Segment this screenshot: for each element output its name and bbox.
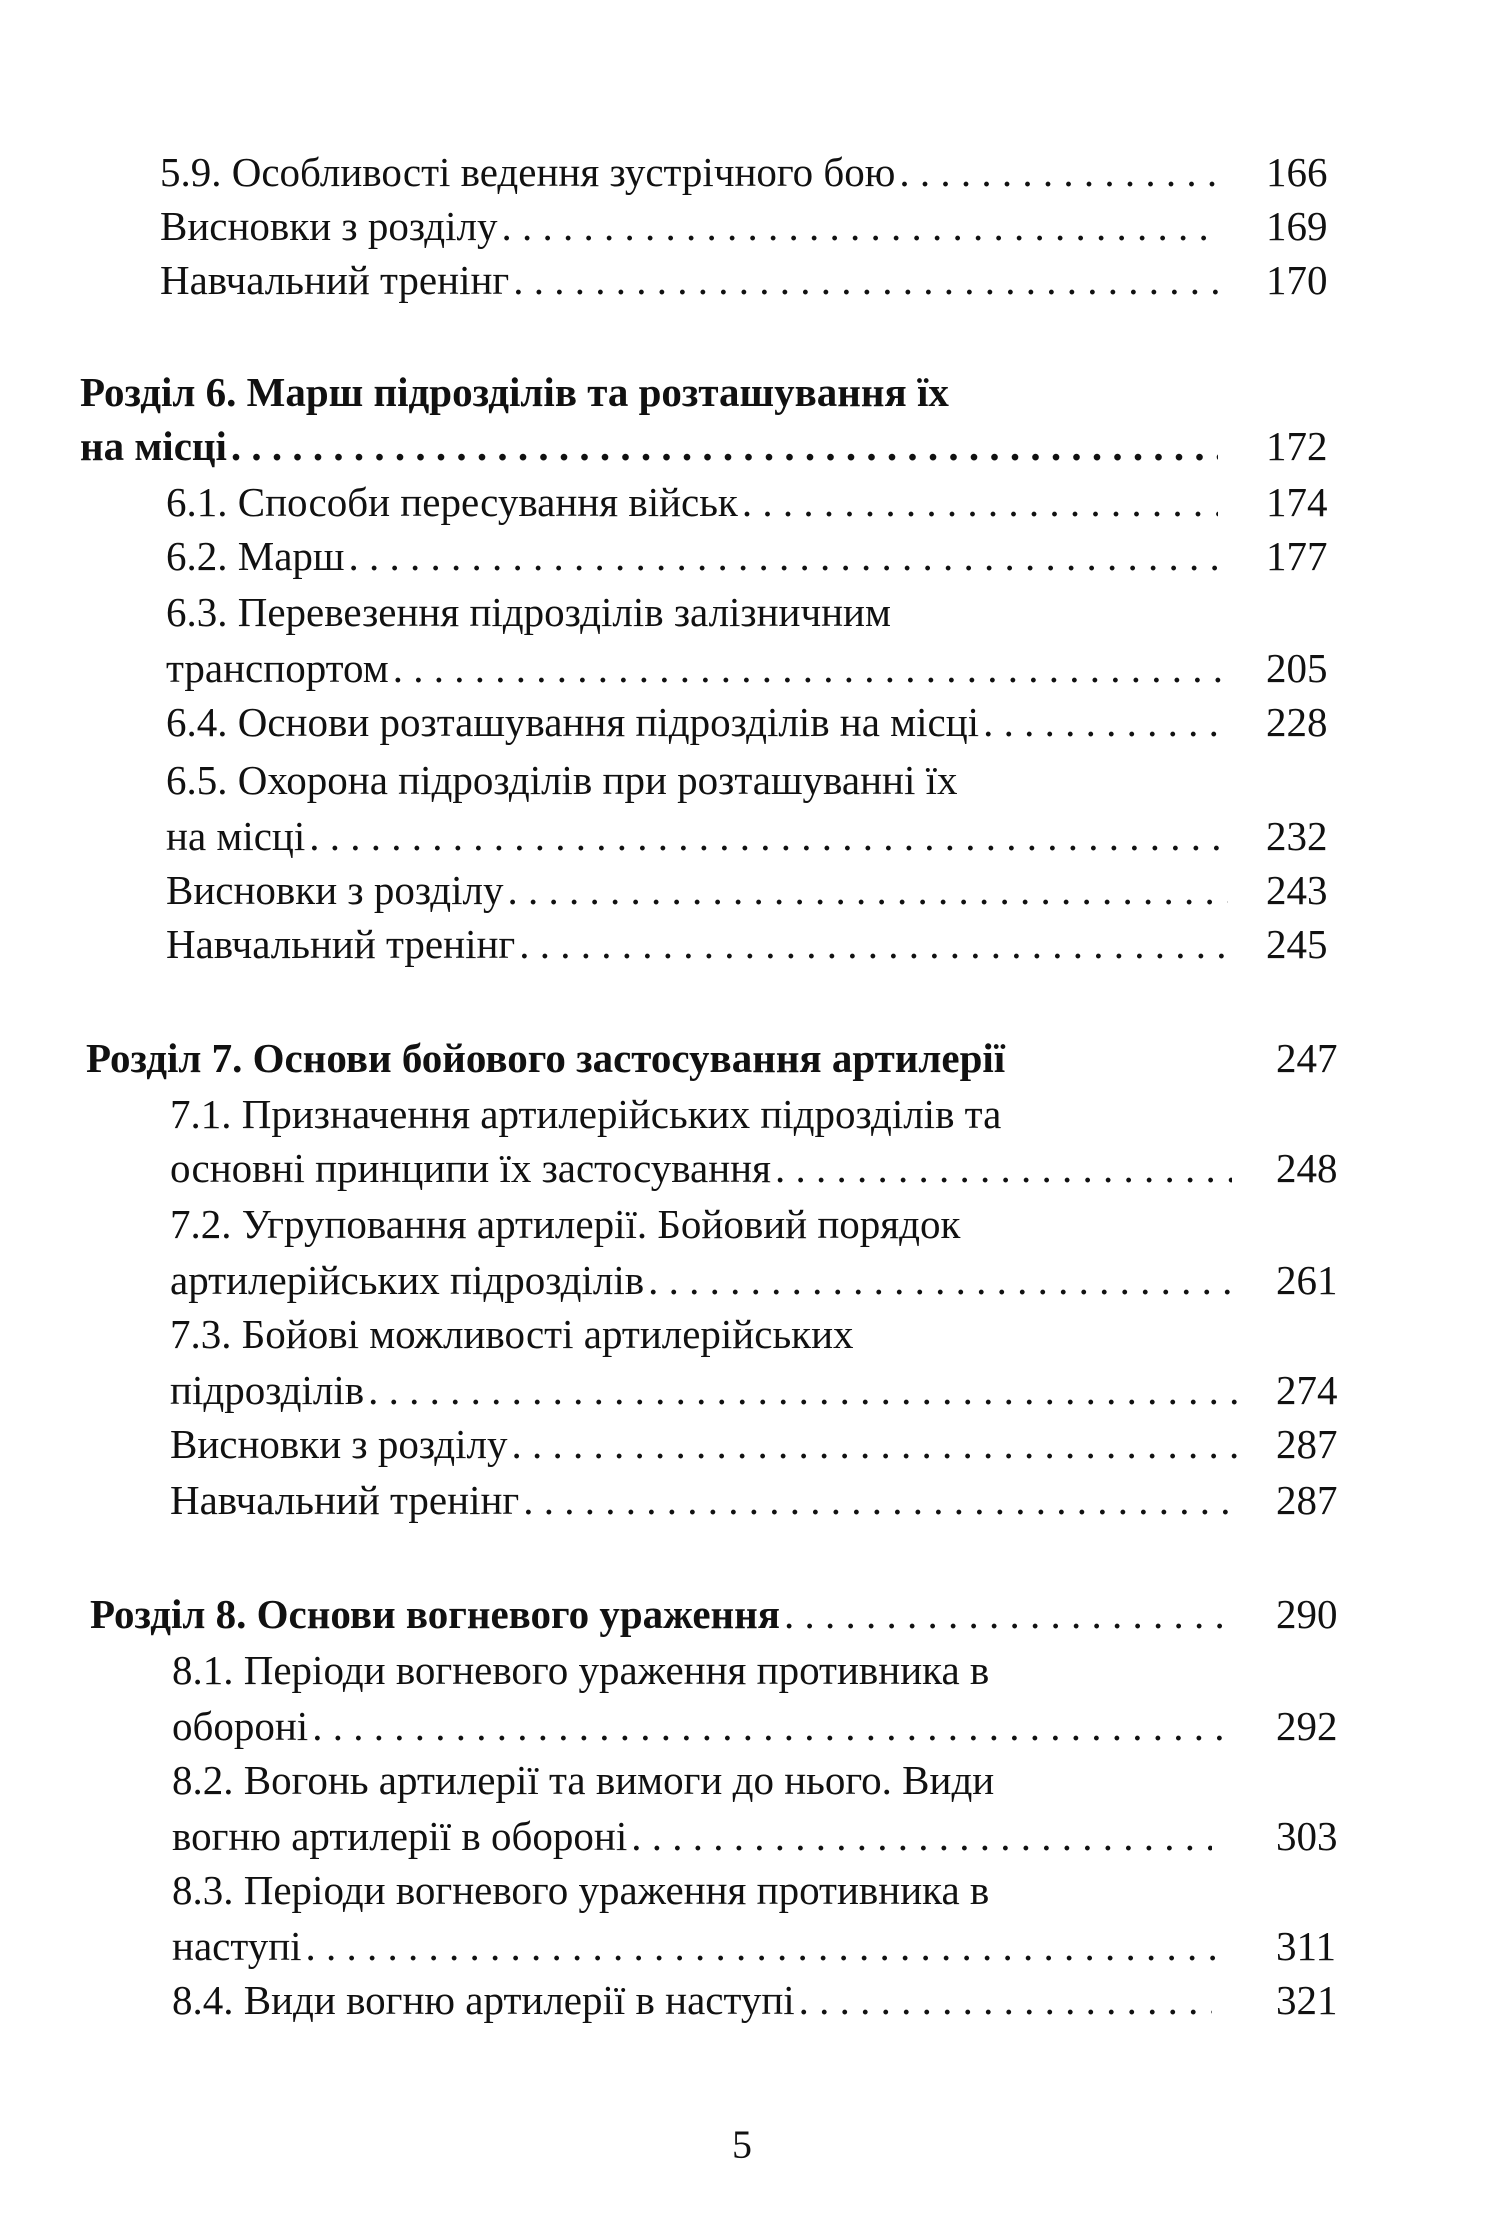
toc-entry-title: Висновки з розділу <box>166 867 504 913</box>
toc-entry-title: Висновки з розділу <box>170 1421 508 1467</box>
toc-entry-title: Навчальний тренінг <box>160 257 510 303</box>
toc-entry-title-line2: на місці <box>166 813 306 859</box>
toc-entry-title: Навчальний тренінг <box>166 921 516 967</box>
dot-leader <box>513 252 1218 308</box>
toc-page-number: 177 <box>1266 533 1328 579</box>
toc-page-number: 321 <box>1276 1977 1338 2023</box>
dot-leader <box>519 916 1228 972</box>
toc-page-number: 248 <box>1276 1145 1338 1191</box>
dot-leader <box>784 1586 1222 1642</box>
toc-page-number: 243 <box>1266 867 1328 913</box>
dot-leader <box>512 1416 1240 1472</box>
toc-entry-title: 6.4. Основи розташування підрозділів на місці <box>166 699 980 745</box>
dot-leader <box>348 528 1218 584</box>
dot-leader <box>312 1698 1222 1754</box>
dot-leader <box>393 640 1224 696</box>
toc-chapter-title: Розділ 7. Основи бойового застосування артилерії <box>86 1035 1006 1081</box>
dot-leader <box>899 144 1218 200</box>
toc-entry-title-line1: 8.2. Вогонь артилерії та вимоги до нього. Види <box>172 1757 995 1803</box>
toc-entry-title-line2: артилерійських підрозділів <box>170 1257 645 1303</box>
toc-page-number: 290 <box>1276 1591 1338 1637</box>
dot-leader <box>799 1972 1212 2028</box>
toc-page-number: 174 <box>1266 479 1328 525</box>
toc-entry-title-line2: підрозділів <box>170 1367 365 1413</box>
toc-entry-title: 8.4. Види вогню артилерії в наступі <box>172 1977 795 2023</box>
dot-leader <box>306 1918 1224 1974</box>
toc-page-number: 261 <box>1276 1257 1338 1303</box>
toc-entry-title: Навчальний тренінг <box>170 1477 520 1523</box>
toc-entry-title-line1: 6.5. Охорона підрозділів при розташуванні їх <box>166 757 958 803</box>
toc-page-number: 247 <box>1276 1035 1338 1081</box>
toc-page-number: 170 <box>1266 257 1328 303</box>
toc-entry-title: 5.9. Особливості ведення зустрічного бою <box>160 149 896 195</box>
toc-entry-title: 6.1. Способи пересування військ <box>166 479 738 525</box>
toc-chapter-title: Розділ 8. Основи вогневого ураження <box>90 1591 780 1637</box>
toc-page-number: 303 <box>1276 1813 1338 1859</box>
toc-entry-title-line1: 7.3. Бойові можливості артилерійських <box>170 1311 854 1357</box>
dot-leader <box>508 862 1228 918</box>
toc-entry-title-line1: 7.2. Угруповання артилерії. Бойовий порядок <box>170 1201 961 1247</box>
toc-page-number: 169 <box>1266 203 1328 249</box>
toc-chapter-title-line1: Розділ 6. Марш підрозділів та розташування їх <box>80 369 949 415</box>
toc-page-number: 292 <box>1276 1703 1338 1749</box>
page-number: 5 <box>732 2122 752 2167</box>
dot-leader <box>648 1252 1232 1308</box>
toc-page-number: 287 <box>1276 1477 1338 1523</box>
toc-entry-title: Висновки з розділу <box>160 203 498 249</box>
toc-page-number: 205 <box>1266 645 1328 691</box>
toc-entry-title: 6.2. Марш <box>166 533 345 579</box>
toc-entry-title-line2: основні принципи їх застосування <box>170 1145 771 1191</box>
dot-leader <box>309 808 1226 864</box>
toc-entry-title-line1: 7.1. Призначення артилерійських підрозділів та <box>170 1091 1002 1137</box>
dot-leader <box>983 694 1224 750</box>
dot-leader <box>502 198 1218 254</box>
toc-entry-title-line1: 8.3. Періоди вогневого ураження противника в <box>172 1867 990 1913</box>
dot-leader <box>368 1362 1240 1418</box>
toc-page-number: 232 <box>1266 813 1328 859</box>
toc-page-number: 172 <box>1266 423 1328 469</box>
dot-leader <box>631 1808 1212 1864</box>
toc-entry-title-line2: вогню артилерії в обороні <box>172 1813 628 1859</box>
toc-entry-title-line1: 8.1. Періоди вогневого ураження противника в <box>172 1647 990 1693</box>
toc-entry-title-line1: 6.3. Перевезення підрозділів залізничним <box>166 589 891 635</box>
dot-leader <box>775 1140 1232 1196</box>
toc-page-number: 311 <box>1276 1923 1336 1969</box>
toc-page-number: 166 <box>1266 149 1328 195</box>
toc-page-number: 245 <box>1266 921 1328 967</box>
toc-page-number: 228 <box>1266 699 1328 745</box>
toc-entry-title-line2: наступі <box>172 1923 302 1969</box>
toc-page-number: 274 <box>1276 1367 1338 1413</box>
toc-chapter-title-line2: на місці <box>80 423 227 469</box>
dot-leader <box>231 418 1218 474</box>
dot-leader <box>523 1472 1240 1528</box>
toc-entry-title-line2: транспортом <box>166 645 389 691</box>
toc-entry-title-line2: обороні <box>172 1703 309 1749</box>
dot-leader <box>742 474 1218 530</box>
toc-page-number: 287 <box>1276 1421 1338 1467</box>
